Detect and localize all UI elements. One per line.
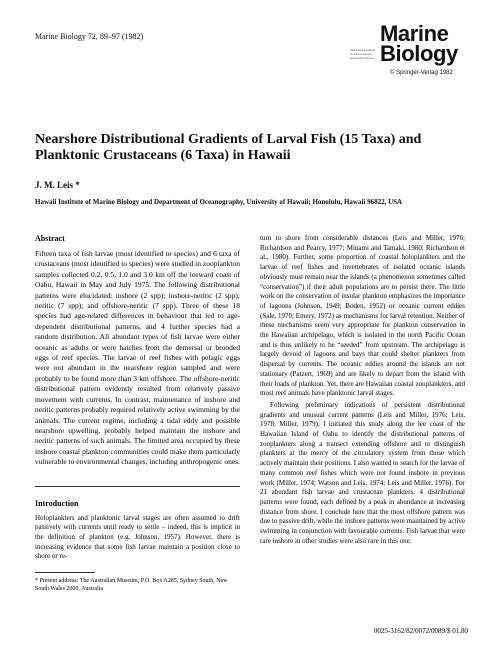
body-columns [35, 234, 465, 618]
logo-word-marine: Marine [380, 21, 449, 46]
footnote-divider [35, 572, 95, 573]
introduction-right-paragraph-1: turn to shore from considerable distances (Leis and Miller, 1976; Richardson and Pearcy, 1977; Minami and Tamaki, 1980; Richardson et al., 1980). Further, some proportion of coastal holoplankters and the larvae of reef fishes and invertebrates of isolated oceanic islands obviously must remain near the islands (a phenomenon sometimes called “conservation”) if their adult populations are to persist there. The little work on the conservation of insular plankton emphasizes the importance of lagoons (Johnson, 1949; Boden, 1952) or oceanic current eddies (Sale, 1970; Emery, 1972) as mechanisms for larval retention. Neither of these mechanisms seem very appropriate for plankton conservation in the Hawaiian archipelago, which is isolated in the north Pacific Ocean and is thus unlikely to be “seeded” from upstream. The archipelago is largely devoid of lagoons and bays that could shelter plankters from dispersal by currents. The oceanic eddies around the islands are not stationary (Patzert, 1969) and are likely to depart from the island with their loads of plankton. Yet, there are Hawaiian coastal zooplankters, and most reef animals have planktonic larval stages. [260, 234, 465, 398]
author-affiliation: Hawaii Institute of Marine Biology and Department of Oceanography, University of Hawaii; Honolulu, Hawaii 96822, USA [35, 198, 403, 206]
abstract-text: Fifteen taxa of fish larvae (most identified to species) and 6 taxa of crustaceans (most identified to species) were studied in zooplankton samples collected 0.2, 0.5, 1.0 and 3.0 km off the leeward coast of Oahu, Hawaii in May and July 1975. The following distributional patterns were elucidated: inshore (2 spp); inshore-neritic (2 spp); neritic (7 spp); and offshore-neritic (7 spp). Three of these 18 species had age-related differences in behaviour that led to age-dependent distributional patterns, and 4 further species had a random distribution. All abundant types of fish larvae were either oceanic as adults or were hatches from the demersal or brooded eggs of reef species. The larvae of reef fishes with pelagic eggs were not abundant in the nearshore region sampled and were probably to be found more than 3 km offshore. The offshore-neritic distributional pattern evidently resulted from relatively passive movement with currents. In contrast, maintenance of inshore and neritic patterns probably required relatively active swimming by the animals. The current regime, including a tidal eddy and possible nearshore upwelling, probably helped maintain the inshore and neritic patterns of such animals. The limited area occupied by these inshore coastal plankton communities could make them particularly vulnerable to environmental changes, including anthropogenic ones. [35, 249, 240, 467]
logo-word-biology: Biology [380, 41, 458, 66]
article-title: Nearshore Distributional Gradients of Larval Fish (15 Taxa) and Planktonic Crustaceans (6 Taxa) in Hawaii [35, 132, 422, 163]
introduction-right-paragraph-2: Following preliminary indications of persistent distributional gradients and unusual current patterns (Leis and Miller, 1976; Leis, 1978; Miller, 1979), I initiated this study along the lee coast of the Hawaiian Island of Oahu to identify the distributional patterns of zooplankters along a transect extending offshore and to distinguish plankters at the mercy of the circulatory system from those which actively maintain their positions. I also wanted to search for the larvae of many common reef fishes which were not found inshore in previous work (Miller, 1974; Watson and Leis, 1974; Leis and Miller, 1976). For 21 abundant fish larvae and crustacean plankters, 4 distributional patterns were found, each defined by a peak in abundance at increasing distance from shore. I conclude here that the most offshore pattern was due to passive drift, while the inshore patterns were maintained by active swimming in conjunction with favourable currents. Fish larvae that were rare inshore in other studies were also rare in this one. [260, 400, 465, 545]
copyright-notice: © Springer-Verlag 1982 [390, 70, 453, 76]
abstract-heading: Abstract [35, 234, 65, 243]
introduction-left-text: Holoplankters and planktonic larval stages are often assumed to drift passively with currents until ready to settle – indeed, this is implicit in the definition of plankton (e.g. Johnson, 1957). However, there is increasing evidence that some fish larvae maintain a position close to shore or re- [35, 513, 240, 561]
journal-logo [350, 22, 468, 96]
introduction-heading: Introduction [35, 498, 79, 508]
author-footnote: * Present address: The Australian Museum, P.O. Box A285, Sydney South, New South Wales 2000, Australia [35, 578, 228, 593]
section-divider [35, 486, 240, 487]
left-column [35, 234, 240, 593]
right-column [260, 234, 465, 547]
page-header [35, 20, 468, 100]
journal-reference: Marine Biology 72, 89–97 (1982) [35, 32, 144, 41]
article-author: J. M. Leis * [35, 180, 80, 190]
issn-code: 0025-3162/82/0072/0089/$ 01.80 [373, 627, 468, 635]
logo-fineprint: International Journal on Life in Oceans and Coastal Waters [350, 48, 375, 60]
